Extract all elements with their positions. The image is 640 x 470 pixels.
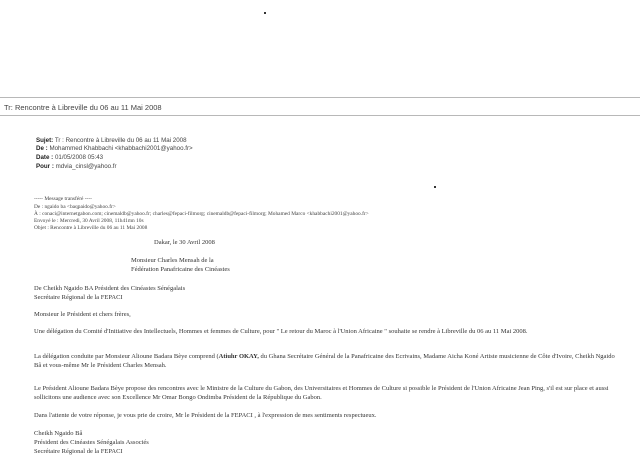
letter-recipient-line1: Monsieur Charles Mensah de la [131, 257, 214, 264]
title-bottom-rule [0, 115, 640, 116]
header-date [36, 154, 103, 161]
header-to [36, 163, 117, 170]
header-subject-label: Sujet: [36, 137, 54, 144]
letter-paragraph-2-bold: Atiuhr OKAY, [218, 353, 259, 360]
header-date-value: 01/05/2008 05:43 [54, 154, 104, 161]
letter-closing: Dans l'attente de votre réponse, je vous prie de croire, Mr le Président de la FEPACI , à l'expression de mes sentiments respectueux. [34, 412, 377, 419]
scan-mark [434, 186, 436, 188]
forward-subject: Objet : Rencontre à Libreville du 06 au 11 Mai 2008 [34, 225, 148, 231]
letter-salutation: Monsieur le Président et chers frères, [34, 311, 131, 318]
letter-paragraph-3: Le Président Alioune Badara Bèye propose des rencontres avec le Ministre de la Culture du Gabon, des Universitaires et Hommes de Culture si possible le Président de l'Union Africaine Jean Ping, s'il est sur place et aussi sollicitons une audience avec son Excellence Mr Omar Bongo Ondimba Président de la République du Gabon. [34, 385, 609, 401]
letter-recipient-line2: Fédération Panafricaine des Cinéastes [131, 266, 230, 273]
forward-divider: ----- Message transféré ---- [34, 196, 92, 202]
letter-sender-line1: De Cheikh Ngaido BA Président des Cinéastes Sénégalais [34, 285, 186, 292]
forward-sent: Envoyé le : Mercredi, 30 Avril 2008, 11h41mn 10s [34, 218, 144, 224]
letter-signature-role: Secrétaire Régional de la FEPACI [34, 448, 123, 455]
header-subject [36, 137, 187, 144]
header-subject-value: Tr : Rencontre à Libreville du 06 au 11 Mai 2008 [54, 137, 187, 144]
header-from [36, 145, 193, 152]
window-title: Tr: Rencontre à Libreville du 06 au 11 Mai 2008 [4, 103, 162, 112]
letter-paragraph-2 [34, 352, 620, 370]
header-to-label: Pour : [36, 163, 54, 170]
header-date-label: Date : [36, 154, 54, 161]
header-to-value[interactable]: mdvia_cinsl@yahoo.fr [55, 163, 117, 170]
letter-paragraph-2-start: La délégation conduite par Monsieur Alioune Badara Bèye comprend ( [34, 353, 219, 360]
header-from-value[interactable]: Mohammed Khabbachi <khabbachi2001@yahoo.fr> [49, 145, 193, 152]
letter-signature-name: Cheikh Ngaido Bâ [34, 430, 83, 437]
letter-paragraph-1: Une délégation du Comité d'Initiative des Intellectuels, Hommes et femmes de Culture, pour " Le retour du Maroc à l'Union Africaine " souhaite se rendre à Libreville du 06 au 11 Mai 2008. [34, 328, 528, 335]
letter-paragraph-2-end: du Ghana Secrétaire Général de la Panafricaine des Ecrivains, Madame Aicha Koné Artiste musicienne de Côte d'Ivoire, Cheikh Ngaido Bâ et vous-même Mr le Président Charles Mensah. [34, 353, 615, 369]
forward-to: À : conaci@internetgabon.com; cinemaldb@yahoo.fr; charles@fepaci-filmorg; cinemaldb@fepaci-filmorg; Mohamed Marco <khabbachi2001@yahoo.fr> [34, 211, 369, 217]
title-top-rule [0, 97, 640, 98]
scan-mark [264, 12, 266, 14]
letter-signature-title: Président des Cinéastes Sénégalais Associés [34, 439, 149, 446]
letter-sender-line2: Secrétaire Régional de la FEPACI [34, 294, 123, 301]
header-from-label: De : [36, 145, 48, 152]
letter-place-date: Dakar, le 30 Avril 2008 [154, 239, 215, 246]
forward-from: De : ngaido ba <baqpaido@yahoo.fr> [34, 204, 116, 210]
